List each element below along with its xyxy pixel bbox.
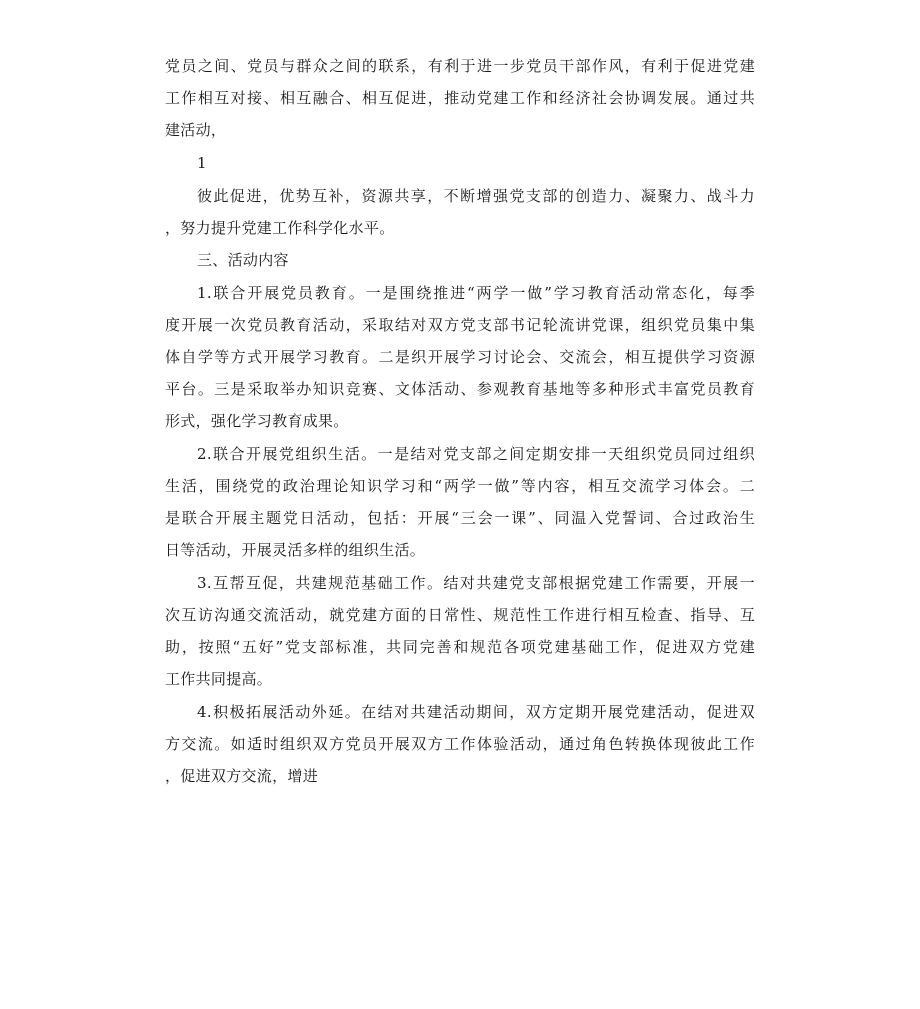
text-line: 工作共同提高。 <box>165 670 273 688</box>
text-line: 4.积极拓展活动外延。在结对共建活动期间，双方定期开展党建活动，促进双 <box>197 703 755 721</box>
text-line: 次互访沟通交流活动，就党建方面的日常性、规范性工作进行相互检查、指导、互 <box>165 606 755 624</box>
text-line: 彼此促进，优势互补，资源共享，不断增强党支部的创造力、凝聚力、战斗力 <box>197 187 755 205</box>
text-line: ，促进双方交流，增进 <box>165 767 319 785</box>
text-line: 日等活动，开展灵活多样的组织生活。 <box>165 541 426 559</box>
text-line: 2.联合开展党组织生活。一是结对党支部之间定期安排一天组织党员同过组织 <box>197 445 755 463</box>
text-line: 党员之间、党员与群众之间的联系，有利于进一步党员干部作风，有利于促进党建 <box>165 57 755 75</box>
text-line: 方交流。如适时组织双方党员开展双方工作体验活动，通过角色转换体现彼此工作 <box>165 735 755 753</box>
text-line: 3.互帮互促，共建规范基础工作。结对共建党支部根据党建工作需要，开展一 <box>197 574 755 592</box>
text-line: 生活，围绕党的政治理论知识学习和“两学一做”等内容，相互交流学习体会。二 <box>165 477 755 495</box>
text-line: ，努力提升党建工作科学化水平。 <box>165 219 395 237</box>
text-line: 助，按照“五好”党支部标准，共同完善和规范各项党建基础工作，促进双方党建 <box>165 638 755 656</box>
text-line: 体自学等方式开展学习教育。二是织开展学习讨论会、交流会，相互提供学习资源 <box>165 348 755 366</box>
text-line: 1.联合开展党员教育。一是围绕推进“两学一做”学习教育活动常态化，每季 <box>197 284 755 302</box>
text-line: 是联合开展主题党日活动，包括：开展“三会一课”、同温入党誓词、合过政治生 <box>165 509 755 527</box>
text-line: 建活动， <box>165 121 227 139</box>
text-line: 度开展一次党员教育活动，采取结对双方党支部书记轮流讲党课，组织党员集中集 <box>165 316 755 334</box>
text-line: 工作相互对接、相互融合、相互促进，推动党建工作和经济社会协调发展。通过共 <box>165 89 755 107</box>
text-line: 形式，强化学习教育成果。 <box>165 412 349 430</box>
section-heading: 三、活动内容 <box>197 251 289 269</box>
page-number: 1 <box>197 154 207 172</box>
text-line: 平台。三是采取举办知识竞赛、文体活动、参观教育基地等多种形式丰富党员教育 <box>165 380 755 398</box>
